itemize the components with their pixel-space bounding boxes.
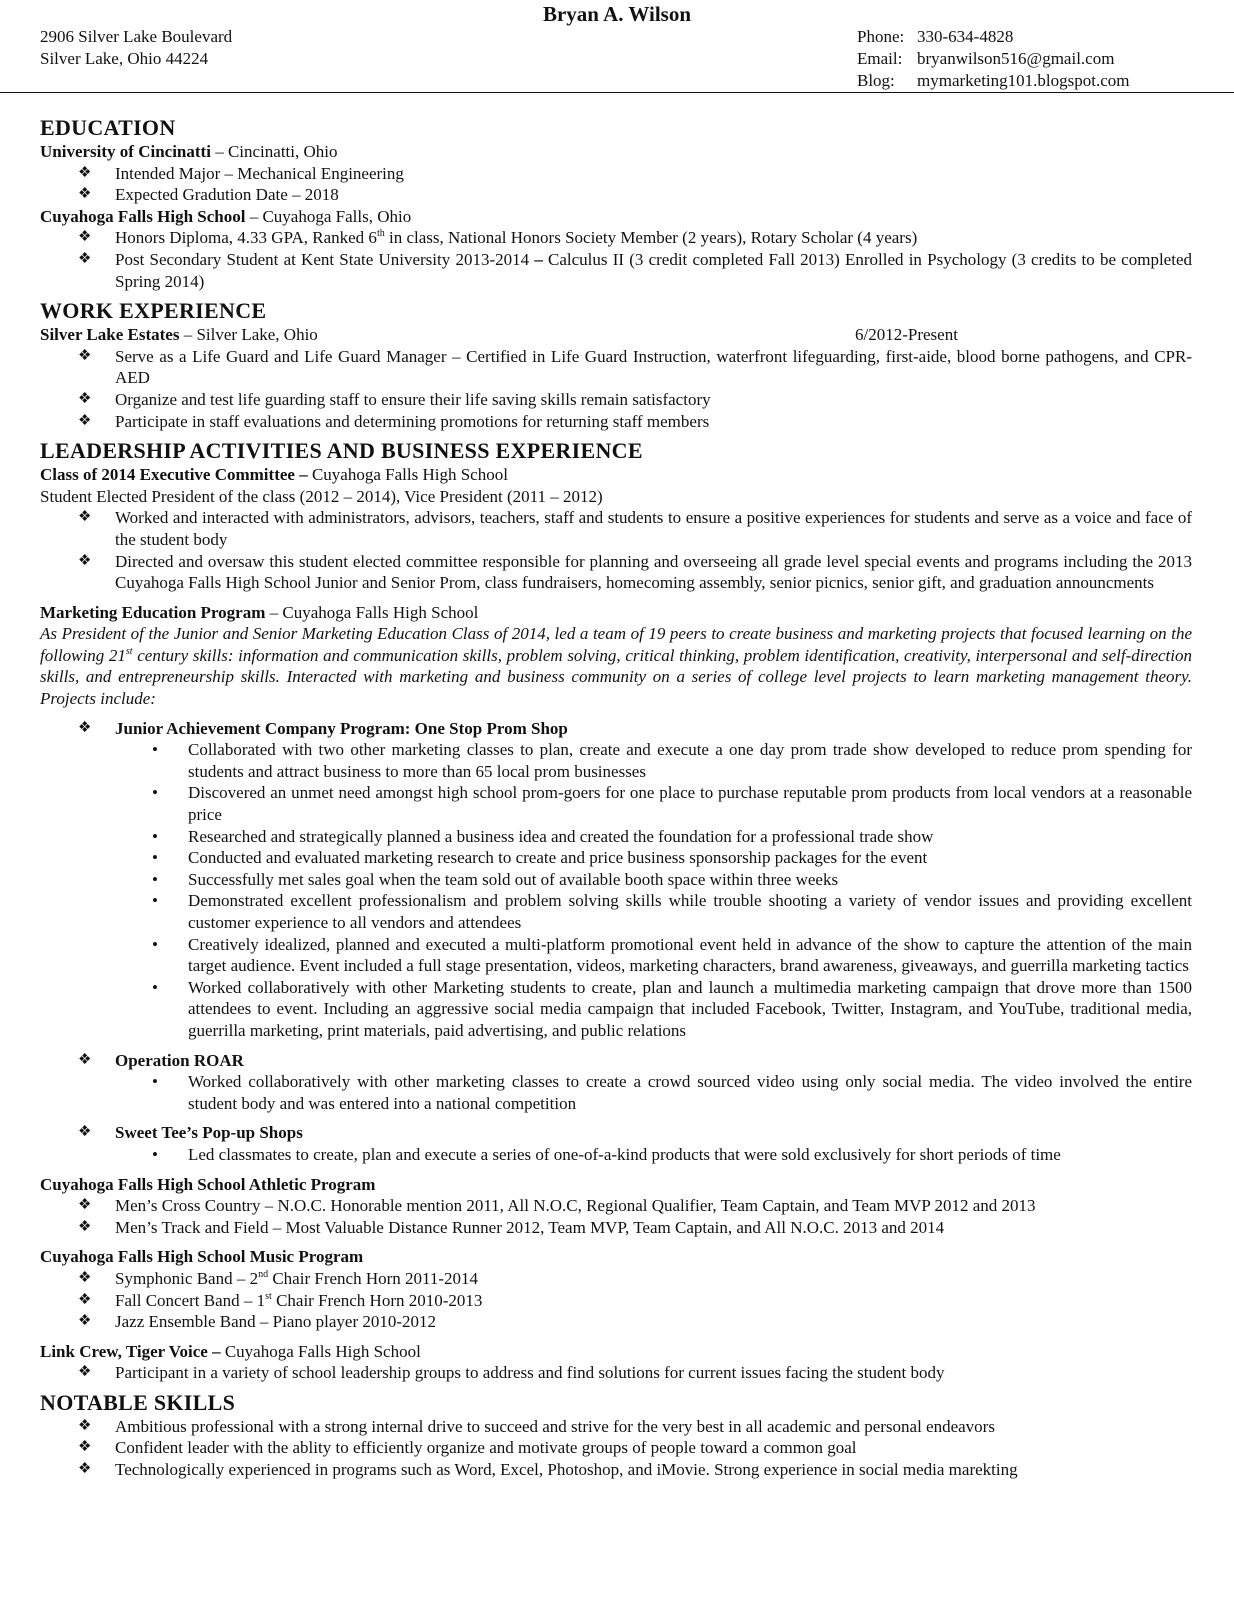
bullet-text: Discovered an unmet need amongst high school prom-goers for one place to purchase reputable prom products from local vendors at a reasonable price: [188, 783, 1192, 825]
bullet-text: in class, National Honors Society Member (2 years), Rotary Scholar (4 years): [384, 228, 918, 248]
bullet-text: Directed and oversaw this student elected committee responsible for planning and overseeing all grade level special events and programs including the 2013 Cuyahoga Falls High School Junior and Senior Prom, class fundraisers, homecoming assembly, senior picnics, senior gift, and graduation announcments: [115, 551, 1192, 593]
project-title-text: Sweet Tee’s Pop-up Shops: [115, 1123, 303, 1143]
project-title-roar: [40, 1050, 1192, 1072]
exec-committee-name: Class of 2014 Executive Committee –: [40, 465, 308, 485]
list-item: [40, 1217, 1192, 1239]
work-location: – Silver Lake, Ohio: [179, 325, 318, 345]
diamond-bullet-icon: ❖: [78, 1269, 92, 1286]
diamond-bullet-icon: ❖: [78, 1051, 92, 1068]
diamond-bullet-icon: ❖: [78, 1218, 92, 1235]
dot-bullet-icon: •: [152, 977, 158, 997]
email-label: Email:: [857, 49, 903, 68]
dot-bullet-icon: •: [152, 783, 158, 803]
list-item: [40, 346, 1192, 389]
list-item: [40, 847, 1192, 869]
list-item: [40, 977, 1192, 1042]
work-dates: 6/2012-Present: [855, 325, 958, 345]
list-item: [40, 227, 1192, 249]
diamond-bullet-icon: ❖: [78, 509, 92, 526]
link-crew-entry: [40, 1341, 1192, 1363]
resume-body: [40, 115, 1192, 1481]
bullet-text: Men’s Cross Country – N.O.C. Honorable mention 2011, All N.O.C, Regional Qualifier, Team Captain, and Team MVP 2012 and 2013: [115, 1196, 1036, 1216]
project-title-ja: [40, 718, 1192, 740]
dot-bullet-icon: •: [152, 848, 158, 868]
list-item: [40, 249, 1192, 292]
blog-value: mymarketing101.blogspot.com: [917, 71, 1130, 90]
dot-bullet-icon: •: [152, 1072, 158, 1092]
bullet-text: Demonstrated excellent professionalism and problem solving skills while trouble shooting a variety of vendor issues and providing excellent customer experience to all vendors and attendees: [188, 891, 1192, 932]
bold-dash: –: [534, 249, 543, 269]
project-title-text: Junior Achievement Company Program: One Stop Prom Shop: [115, 718, 568, 738]
bullet-text: Calculus II (3 credit completed Fall 2013) Enrolled in Psychology (3 credits to be completed Spring 2014): [115, 249, 1192, 291]
list-item: [40, 890, 1192, 933]
diamond-bullet-icon: ❖: [78, 186, 92, 203]
athletic-program-entry: [40, 1174, 1192, 1196]
address-block: [40, 26, 232, 70]
bullet-text: Fall Concert Band – 1: [115, 1290, 266, 1310]
header-divider: [0, 92, 1234, 93]
list-item: [40, 826, 1192, 848]
list-item: [40, 551, 1192, 594]
list-item: [40, 1195, 1192, 1217]
project-title-text: Operation ROAR: [115, 1050, 244, 1070]
list-item: [40, 507, 1192, 550]
bullet-text: Led classmates to create, plan and execute a series of one-of-a-kind products that were sold exclusively for short periods of time: [188, 1144, 1061, 1164]
diamond-bullet-icon: ❖: [78, 1124, 92, 1141]
dot-bullet-icon: •: [152, 934, 158, 954]
list-item: [40, 1144, 1192, 1166]
hs-location: – Cuyahoga Falls, Ohio: [245, 206, 412, 226]
bullet-text: Technologically experienced in programs such as Word, Excel, Photoshop, and iMovie. Strong experience in social media marekting: [115, 1460, 1018, 1480]
superscript: nd: [258, 1268, 269, 1280]
superscript: th: [376, 228, 385, 240]
bullet-text: Participant in a variety of school leadership groups to address and find solutions for current issues facing the student body: [115, 1363, 945, 1383]
bullet-text: Expected Gradution Date – 2018: [115, 185, 339, 205]
diamond-bullet-icon: ❖: [78, 390, 92, 407]
description-text: century skills: information and communication skills, problem solving, critical thinking, problem identification, creativity, interpersonal and self-direction skills, and entrepreneurship skills. Interacted with marketing and business community on a series of college level projects to learn marketing management theory. Projects include:: [40, 645, 1192, 709]
work-entry: [40, 324, 1192, 346]
marketing-program-entry: [40, 602, 1192, 624]
exec-committee-entry: [40, 464, 1192, 486]
education-entry-uc: [40, 141, 1192, 163]
list-item: [40, 739, 1192, 782]
address-line-2: Silver Lake, Ohio 44224: [40, 49, 209, 68]
diamond-bullet-icon: ❖: [78, 552, 92, 569]
skills-heading: NOTABLE SKILLS: [40, 1389, 236, 1415]
diamond-bullet-icon: ❖: [78, 1364, 92, 1381]
email-row: [857, 48, 1129, 70]
list-item: [40, 1437, 1192, 1459]
dot-bullet-icon: •: [152, 740, 158, 760]
bullet-text: Confident leader with the ablity to efficiently organize and motivate groups of people toward a common goal: [115, 1438, 857, 1458]
bullet-text: Intended Major – Mechanical Engineering: [115, 163, 404, 183]
uc-location: – Cincinatti, Ohio: [210, 142, 338, 161]
address-line-1: 2906 Silver Lake Boulevard: [40, 27, 233, 46]
marketing-program-location: – Cuyahoga Falls High School: [265, 602, 479, 622]
exec-committee-role: Student Elected President of the class (2012 – 2014), Vice President (2011 – 2012): [40, 486, 603, 506]
link-crew-location: Cuyahoga Falls High School: [220, 1341, 421, 1361]
dot-bullet-icon: •: [152, 1144, 158, 1164]
superscript: st: [265, 1290, 272, 1302]
dot-bullet-icon: •: [152, 826, 158, 846]
email-value: bryanwilson516@gmail.com: [917, 49, 1115, 68]
list-item: [40, 1362, 1192, 1384]
bullet-text: Honors Diploma, 4.33 GPA, Ranked 6: [115, 228, 377, 248]
bullet-text: Chair French Horn 2010-2013: [271, 1290, 483, 1310]
list-item: [40, 1416, 1192, 1438]
bullet-text: Men’s Track and Field – Most Valuable Distance Runner 2012, Team MVP, Team Captain, and All N.O.C. 2013 and 2014: [115, 1217, 945, 1237]
exec-committee-location: Cuyahoga Falls High School: [307, 465, 508, 485]
marketing-program-description: [40, 623, 1192, 709]
bullet-text: Ambitious professional with a strong internal drive to succeed and strive for the very best in all academic and personal endeavors: [115, 1416, 995, 1436]
diamond-bullet-icon: ❖: [78, 1461, 92, 1478]
list-item: [40, 184, 1192, 206]
link-crew-name: Link Crew, Tiger Voice –: [40, 1341, 221, 1361]
superscript: st: [125, 645, 133, 657]
dot-bullet-icon: •: [152, 869, 158, 889]
list-item: [40, 782, 1192, 825]
contact-block: [857, 26, 1129, 92]
diamond-bullet-icon: ❖: [78, 347, 92, 364]
project-title-tees: [40, 1122, 1192, 1144]
bullet-text: Creatively idealized, planned and executed a multi-platform promotional event held in advance of the show to capture the attention of the main target audience. Event included a full stage presentation, videos, marketing characters, brand awareness, giveaways, and guerrilla marketing tactics: [188, 934, 1192, 976]
bullet-text: Organize and test life guarding staff to ensure their life saving skills remain satisfactory: [115, 389, 711, 409]
bullet-text: Successfully met sales goal when the team sold out of available booth space within three weeks: [188, 869, 839, 889]
diamond-bullet-icon: ❖: [78, 412, 92, 429]
marketing-program-name: Marketing Education Program: [40, 602, 266, 622]
list-item: [40, 869, 1192, 891]
list-item: [40, 1290, 1192, 1312]
bullet-text: Researched and strategically planned a business idea and created the foundation for a professional trade show: [188, 826, 934, 846]
music-program-entry: [40, 1246, 1192, 1268]
list-item: [40, 389, 1192, 411]
bullet-text: Symphonic Band – 2: [115, 1268, 259, 1288]
bullet-text: Worked and interacted with administrators, advisors, teachers, staff and students to ensure a positive experiences for students and serve as a voice and face of the student body: [115, 508, 1192, 549]
list-item: [40, 1311, 1192, 1333]
description-text: As President of the Junior and Senior Marketing Education Class of 2014, led a team of 19 peers to create business and marketing projects that focused learning on the following 21: [40, 624, 1192, 665]
phone-row: [857, 26, 1129, 48]
diamond-bullet-icon: ❖: [78, 1439, 92, 1456]
diamond-bullet-icon: ❖: [78, 164, 92, 181]
list-item: [40, 1268, 1192, 1290]
list-item: [40, 934, 1192, 977]
diamond-bullet-icon: ❖: [78, 1197, 92, 1214]
bullet-text: Collaborated with two other marketing classes to plan, create and execute a one day prom trade show developed to reduce prom spending for students and attract business to more than 65 local prom businesses: [188, 740, 1192, 781]
dot-bullet-icon: •: [152, 891, 158, 911]
blog-label: Blog:: [857, 71, 895, 90]
bullet-text: Post Secondary Student at Kent State University 2013-2014: [115, 249, 535, 269]
uc-name: University of Cincinatti: [40, 142, 211, 161]
list-item: [40, 163, 1192, 185]
diamond-bullet-icon: ❖: [78, 250, 92, 267]
athletic-program-name: Cuyahoga Falls High School Athletic Program: [40, 1174, 376, 1194]
work-org: Silver Lake Estates: [40, 325, 180, 345]
list-item: [40, 1459, 1192, 1481]
resume-name: Bryan A. Wilson: [542, 2, 692, 26]
bullet-text: Jazz Ensemble Band – Piano player 2010-2012: [115, 1312, 437, 1332]
list-item: [40, 411, 1192, 433]
leadership-heading: LEADERSHIP ACTIVITIES AND BUSINESS EXPERIENCE: [40, 438, 643, 464]
bullet-text: Participate in staff evaluations and determining promotions for returning staff members: [115, 411, 710, 431]
bullet-text: Worked collaboratively with other Marketing students to create, plan and launch a multimedia marketing campaign that drove more than 1500 attendees to event. Including an aggressive social media campaign that included Facebook, Twitter, Instagram, and YouTube, traditional media, guerrilla marketing, print materials, paid advertising, and public relations: [188, 977, 1192, 1040]
blog-row: [857, 70, 1129, 92]
hs-name: Cuyahoga Falls High School: [40, 206, 246, 226]
diamond-bullet-icon: ❖: [78, 719, 92, 736]
diamond-bullet-icon: ❖: [78, 1417, 92, 1434]
phone-label: Phone:: [857, 27, 905, 46]
bullet-text: Conducted and evaluated marketing research to create and price business sponsorship packages for the event: [188, 848, 928, 868]
bullet-text: Serve as a Life Guard and Life Guard Manager – Certified in Life Guard Instruction, waterfront lifeguarding, first-aide, blood borne pathogens, and CPR-AED: [115, 346, 1192, 388]
education-heading: EDUCATION: [40, 115, 176, 140]
education-entry-hs: [40, 206, 1192, 228]
phone-value: 330-634-4828: [917, 27, 1014, 46]
list-item: [40, 1071, 1192, 1114]
diamond-bullet-icon: ❖: [78, 1313, 92, 1330]
diamond-bullet-icon: ❖: [78, 229, 92, 246]
bullet-text: Worked collaboratively with other marketing classes to create a crowd sourced video using only social media. The video involved the entire student body and was entered into a national competition: [188, 1072, 1192, 1113]
music-program-name: Cuyahoga Falls High School Music Program: [40, 1247, 364, 1267]
bullet-text: Chair French Horn 2011-2014: [268, 1268, 479, 1288]
diamond-bullet-icon: ❖: [78, 1291, 92, 1308]
work-heading: WORK EXPERIENCE: [40, 298, 267, 324]
